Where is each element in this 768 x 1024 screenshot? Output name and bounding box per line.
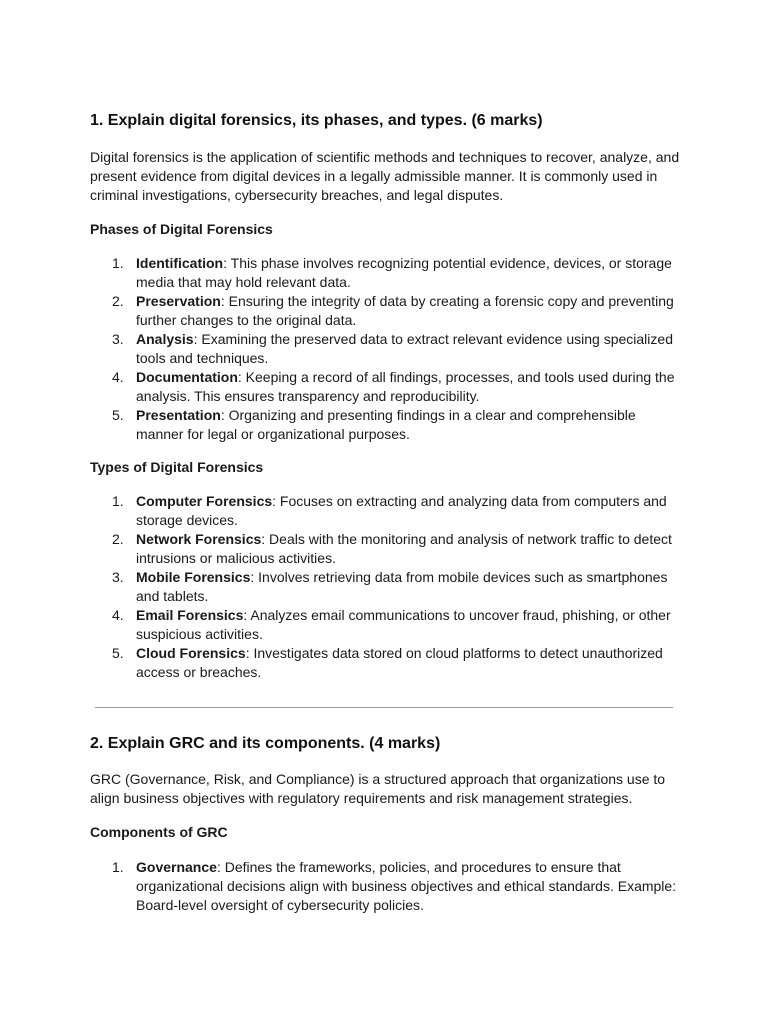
types-list bbox=[90, 492, 680, 682]
list-text: : Keeping a record of all findings, processes, and tools used during the analysis. This ensures transparency and reproducibility. bbox=[136, 369, 675, 404]
list-term: Network Forensics bbox=[136, 531, 262, 547]
question-2-intro: GRC (Governance, Risk, and Compliance) is a structured approach that organizations use to align business objectives with regulatory requirements and risk management strategies. bbox=[90, 771, 666, 806]
list-term: Analysis bbox=[136, 331, 194, 347]
section-divider bbox=[95, 707, 673, 708]
list-number: 1. bbox=[112, 493, 124, 509]
list-number: 4. bbox=[112, 607, 124, 623]
list-item bbox=[90, 530, 680, 568]
list-number: 5. bbox=[112, 645, 124, 661]
list-term: Documentation bbox=[136, 369, 238, 385]
list-term: Identification bbox=[136, 255, 224, 271]
list-number: 4. bbox=[112, 369, 124, 385]
list-text: : Defines the frameworks, policies, and procedures to ensure that organizational decisions align with business objectives and ethical standards. Example: Board-level oversight of cybersecurity policies. bbox=[136, 859, 677, 913]
list-text: : Organizing and presenting findings in a clear and comprehensible manner for legal or organizational purposes. bbox=[136, 407, 636, 442]
list-item bbox=[90, 254, 680, 292]
list-item bbox=[90, 406, 680, 444]
list-number: 3. bbox=[112, 569, 124, 585]
list-item bbox=[90, 368, 680, 406]
list-text: : Analyzes email communications to uncover fraud, phishing, or other suspicious activities. bbox=[136, 607, 671, 642]
list-item bbox=[90, 568, 680, 606]
list-number: 1. bbox=[112, 859, 124, 875]
list-term: Email Forensics bbox=[136, 607, 244, 623]
components-heading: Components of GRC bbox=[90, 824, 228, 840]
phases-heading: Phases of Digital Forensics bbox=[90, 221, 273, 237]
list-item bbox=[90, 330, 680, 368]
list-number: 3. bbox=[112, 331, 124, 347]
list-item bbox=[90, 644, 680, 682]
list-number: 5. bbox=[112, 407, 124, 423]
list-number: 2. bbox=[112, 531, 124, 547]
question-1-intro: Digital forensics is the application of scientific methods and techniques to recover, analyze, and present evidence from digital devices in a legally admissible manner. It is commonly used in criminal investigations, cybersecurity breaches, and legal disputes. bbox=[90, 149, 680, 203]
list-term: Cloud Forensics bbox=[136, 645, 246, 661]
list-number: 2. bbox=[112, 293, 124, 309]
types-heading: Types of Digital Forensics bbox=[90, 459, 264, 475]
question-1-title: 1. Explain digital forensics, its phases, and types. (6 marks) bbox=[90, 112, 543, 129]
list-term: Computer Forensics bbox=[136, 493, 273, 509]
list-item bbox=[90, 858, 680, 915]
question-2-title: 2. Explain GRC and its components. (4 marks) bbox=[90, 735, 441, 752]
list-text: : Ensuring the integrity of data by creating a forensic copy and preventing further changes to the original data. bbox=[136, 293, 674, 328]
list-item bbox=[90, 606, 680, 644]
list-text: : Investigates data stored on cloud platforms to detect unauthorized access or breaches. bbox=[136, 645, 663, 680]
list-term: Governance bbox=[136, 859, 217, 875]
list-text: : Involves retrieving data from mobile devices such as smartphones and tablets. bbox=[136, 569, 668, 604]
list-term: Presentation bbox=[136, 407, 221, 423]
list-number: 1. bbox=[112, 255, 124, 271]
list-term: Mobile Forensics bbox=[136, 569, 251, 585]
list-term: Preservation bbox=[136, 293, 221, 309]
phases-list bbox=[90, 254, 680, 444]
list-text: : Deals with the monitoring and analysis of network traffic to detect intrusions or malicious activities. bbox=[136, 531, 672, 566]
list-text: : Examining the preserved data to extract relevant evidence using specialized tools and techniques. bbox=[136, 331, 673, 366]
components-list bbox=[90, 858, 680, 915]
list-item bbox=[90, 492, 680, 530]
list-text: : Focuses on extracting and analyzing data from computers and storage devices. bbox=[136, 493, 667, 528]
list-item bbox=[90, 292, 680, 330]
list-text: : This phase involves recognizing potential evidence, devices, or storage media that may hold relevant data. bbox=[136, 255, 672, 290]
